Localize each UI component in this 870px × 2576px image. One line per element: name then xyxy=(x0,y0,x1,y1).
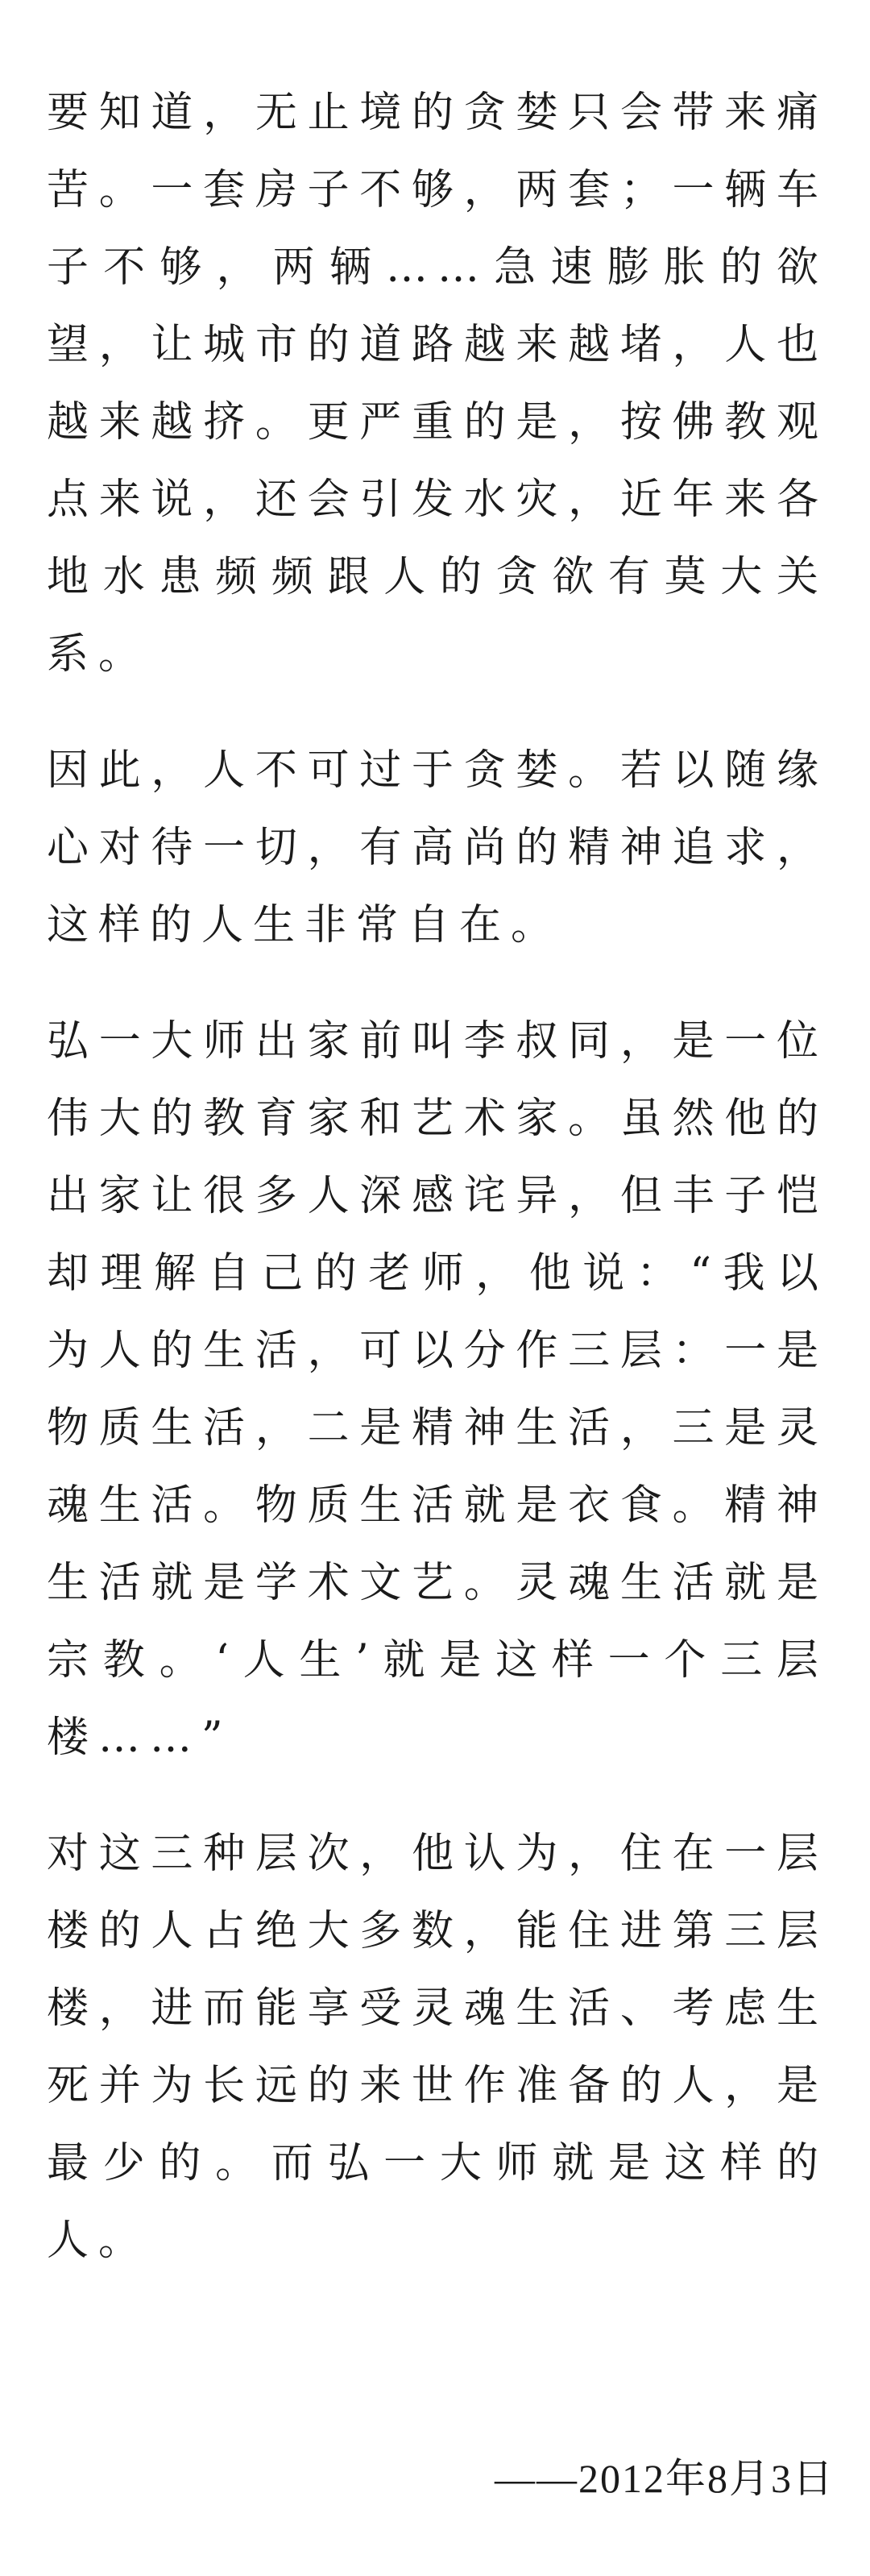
date-signature: ——2012年8月3日 xyxy=(495,2456,835,2501)
paragraph-contentment: 因此，人不可过于贪婪。若以随缘心对待一切，有高尚的精神追求，这样的人生非常自在。 xyxy=(47,746,828,949)
article-body xyxy=(47,74,828,2318)
paragraph-master-hongyi: 弘一大师出家前叫李叔同，是一位伟大的教育家和艺术家。虽然他的出家让很多人深感诧异，但丰子恺却理解自己的老师，他说：“我以为人的生活，可以分作三层：一是物质生活，二是精神生活，三是灵魂生活。物质生活就是衣食。精神生活就是学术文艺。灵魂生活就是宗教。‘人生’就是这样一个三层楼……” xyxy=(47,1017,828,1762)
paragraph-greed: 要知道，无止境的贪婪只会带来痛苦。一套房子不够，两套；一辆车子不够，两辆……急速膨胀的欲望，让城市的道路越来越堵，人也越来越挤。更严重的是，按佛教观点来说，还会引发水灾，近年来各地水患频频跟人的贪欲有莫大关系。 xyxy=(47,89,828,679)
paragraph-three-levels: 对这三种层次，他认为，住在一层楼的人占绝大多数，能住进第三层楼，进而能享受灵魂生活、考虑生死并为长远的来世作准备的人，是最少的。而弘一大师就是这样的人。 xyxy=(47,1830,828,2265)
